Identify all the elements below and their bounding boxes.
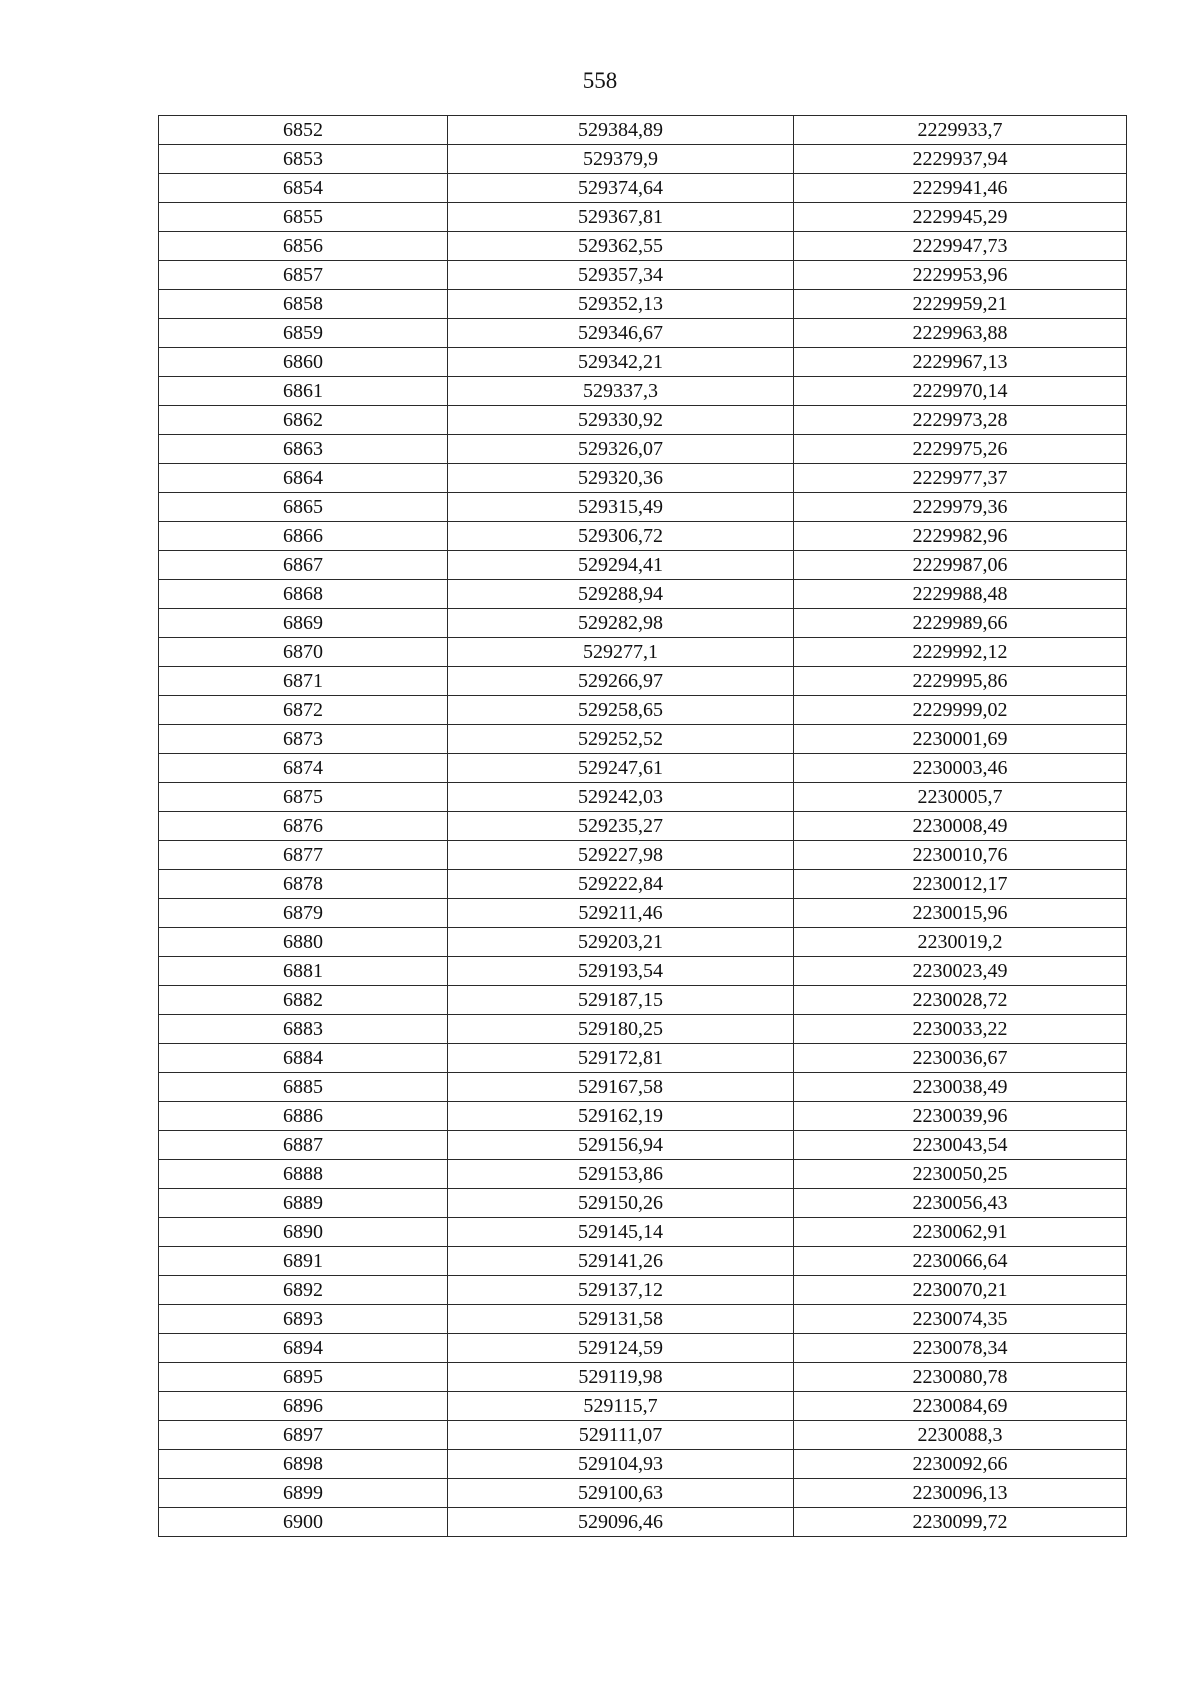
y-coordinate-cell: 2230038,49 <box>794 1073 1127 1102</box>
x-coordinate-cell: 529150,26 <box>448 1189 794 1218</box>
point-number-cell: 6860 <box>159 348 448 377</box>
y-coordinate-cell: 2229973,28 <box>794 406 1127 435</box>
y-coordinate-cell: 2230010,76 <box>794 841 1127 870</box>
point-number-cell: 6881 <box>159 957 448 986</box>
table-row <box>159 1218 1127 1247</box>
point-number-cell: 6894 <box>159 1334 448 1363</box>
y-coordinate-cell: 2230080,78 <box>794 1363 1127 1392</box>
table-row <box>159 551 1127 580</box>
y-coordinate-cell: 2229988,48 <box>794 580 1127 609</box>
point-number-cell: 6856 <box>159 232 448 261</box>
point-number-cell: 6875 <box>159 783 448 812</box>
y-coordinate-cell: 2230066,64 <box>794 1247 1127 1276</box>
y-coordinate-cell: 2230033,22 <box>794 1015 1127 1044</box>
point-number-cell: 6880 <box>159 928 448 957</box>
point-number-cell: 6886 <box>159 1102 448 1131</box>
y-coordinate-cell: 2230050,25 <box>794 1160 1127 1189</box>
table-row <box>159 638 1127 667</box>
x-coordinate-cell: 529203,21 <box>448 928 794 957</box>
point-number-cell: 6877 <box>159 841 448 870</box>
x-coordinate-cell: 529162,19 <box>448 1102 794 1131</box>
x-coordinate-cell: 529100,63 <box>448 1479 794 1508</box>
x-coordinate-cell: 529306,72 <box>448 522 794 551</box>
table-row <box>159 1305 1127 1334</box>
table-row <box>159 1276 1127 1305</box>
x-coordinate-cell: 529156,94 <box>448 1131 794 1160</box>
point-number-cell: 6888 <box>159 1160 448 1189</box>
table-row <box>159 493 1127 522</box>
x-coordinate-cell: 529346,67 <box>448 319 794 348</box>
y-coordinate-cell: 2229959,21 <box>794 290 1127 319</box>
table-row <box>159 435 1127 464</box>
table-row <box>159 1392 1127 1421</box>
x-coordinate-cell: 529193,54 <box>448 957 794 986</box>
y-coordinate-cell: 2230015,96 <box>794 899 1127 928</box>
y-coordinate-cell: 2229982,96 <box>794 522 1127 551</box>
point-number-cell: 6882 <box>159 986 448 1015</box>
x-coordinate-cell: 529374,64 <box>448 174 794 203</box>
point-number-cell: 6855 <box>159 203 448 232</box>
y-coordinate-cell: 2229967,13 <box>794 348 1127 377</box>
point-number-cell: 6864 <box>159 464 448 493</box>
y-coordinate-cell: 2230003,46 <box>794 754 1127 783</box>
table-row <box>159 1363 1127 1392</box>
table-row <box>159 1421 1127 1450</box>
x-coordinate-cell: 529104,93 <box>448 1450 794 1479</box>
y-coordinate-cell: 2230012,17 <box>794 870 1127 899</box>
table-row <box>159 290 1127 319</box>
table-row <box>159 406 1127 435</box>
y-coordinate-cell: 2229945,29 <box>794 203 1127 232</box>
y-coordinate-cell: 2229987,06 <box>794 551 1127 580</box>
table-row <box>159 116 1127 145</box>
point-number-cell: 6870 <box>159 638 448 667</box>
table-row <box>159 580 1127 609</box>
y-coordinate-cell: 2230062,91 <box>794 1218 1127 1247</box>
table-row <box>159 957 1127 986</box>
point-number-cell: 6891 <box>159 1247 448 1276</box>
x-coordinate-cell: 529330,92 <box>448 406 794 435</box>
point-number-cell: 6892 <box>159 1276 448 1305</box>
x-coordinate-cell: 529247,61 <box>448 754 794 783</box>
table-row <box>159 609 1127 638</box>
table-row <box>159 1015 1127 1044</box>
y-coordinate-cell: 2229989,66 <box>794 609 1127 638</box>
table-row <box>159 754 1127 783</box>
page-number: 558 <box>582 68 618 93</box>
table-row <box>159 783 1127 812</box>
y-coordinate-cell: 2230028,72 <box>794 986 1127 1015</box>
table-row <box>159 1102 1127 1131</box>
x-coordinate-cell: 529326,07 <box>448 435 794 464</box>
x-coordinate-cell: 529315,49 <box>448 493 794 522</box>
y-coordinate-cell: 2230001,69 <box>794 725 1127 754</box>
x-coordinate-cell: 529115,7 <box>448 1392 794 1421</box>
y-coordinate-cell: 2230056,43 <box>794 1189 1127 1218</box>
x-coordinate-cell: 529384,89 <box>448 116 794 145</box>
point-number-cell: 6878 <box>159 870 448 899</box>
point-number-cell: 6895 <box>159 1363 448 1392</box>
table-row <box>159 174 1127 203</box>
x-coordinate-cell: 529277,1 <box>448 638 794 667</box>
x-coordinate-cell: 529320,36 <box>448 464 794 493</box>
x-coordinate-cell: 529342,21 <box>448 348 794 377</box>
point-number-cell: 6884 <box>159 1044 448 1073</box>
y-coordinate-cell: 2229977,37 <box>794 464 1127 493</box>
y-coordinate-cell: 2230084,69 <box>794 1392 1127 1421</box>
y-coordinate-cell: 2229947,73 <box>794 232 1127 261</box>
point-number-cell: 6896 <box>159 1392 448 1421</box>
point-number-cell: 6871 <box>159 667 448 696</box>
y-coordinate-cell: 2230096,13 <box>794 1479 1127 1508</box>
point-number-cell: 6853 <box>159 145 448 174</box>
table-row <box>159 1044 1127 1073</box>
table-row <box>159 1508 1127 1537</box>
x-coordinate-cell: 529352,13 <box>448 290 794 319</box>
x-coordinate-cell: 529235,27 <box>448 812 794 841</box>
x-coordinate-cell: 529227,98 <box>448 841 794 870</box>
point-number-cell: 6897 <box>159 1421 448 1450</box>
point-number-cell: 6899 <box>159 1479 448 1508</box>
x-coordinate-cell: 529096,46 <box>448 1508 794 1537</box>
y-coordinate-cell: 2229933,7 <box>794 116 1127 145</box>
x-coordinate-cell: 529167,58 <box>448 1073 794 1102</box>
y-coordinate-cell: 2230019,2 <box>794 928 1127 957</box>
table-row <box>159 522 1127 551</box>
y-coordinate-cell: 2230023,49 <box>794 957 1127 986</box>
y-coordinate-cell: 2230008,49 <box>794 812 1127 841</box>
x-coordinate-cell: 529222,84 <box>448 870 794 899</box>
point-number-cell: 6879 <box>159 899 448 928</box>
table-row <box>159 725 1127 754</box>
x-coordinate-cell: 529172,81 <box>448 1044 794 1073</box>
x-coordinate-cell: 529141,26 <box>448 1247 794 1276</box>
table-row <box>159 145 1127 174</box>
x-coordinate-cell: 529294,41 <box>448 551 794 580</box>
y-coordinate-cell: 2230043,54 <box>794 1131 1127 1160</box>
table-row <box>159 986 1127 1015</box>
x-coordinate-cell: 529131,58 <box>448 1305 794 1334</box>
point-number-cell: 6857 <box>159 261 448 290</box>
y-coordinate-cell: 2229941,46 <box>794 174 1127 203</box>
y-coordinate-cell: 2230078,34 <box>794 1334 1127 1363</box>
table-row <box>159 1160 1127 1189</box>
table-row <box>159 1073 1127 1102</box>
point-number-cell: 6872 <box>159 696 448 725</box>
table-row <box>159 319 1127 348</box>
y-coordinate-cell: 2230074,35 <box>794 1305 1127 1334</box>
table-row <box>159 899 1127 928</box>
x-coordinate-cell: 529282,98 <box>448 609 794 638</box>
point-number-cell: 6866 <box>159 522 448 551</box>
table-row <box>159 348 1127 377</box>
point-number-cell: 6867 <box>159 551 448 580</box>
point-number-cell: 6900 <box>159 1508 448 1537</box>
point-number-cell: 6876 <box>159 812 448 841</box>
x-coordinate-cell: 529187,15 <box>448 986 794 1015</box>
table-row <box>159 464 1127 493</box>
y-coordinate-cell: 2230088,3 <box>794 1421 1127 1450</box>
table-row <box>159 928 1127 957</box>
y-coordinate-cell: 2229970,14 <box>794 377 1127 406</box>
x-coordinate-cell: 529137,12 <box>448 1276 794 1305</box>
table-row <box>159 1450 1127 1479</box>
y-coordinate-cell: 2229979,36 <box>794 493 1127 522</box>
table-row <box>159 870 1127 899</box>
table-row <box>159 203 1127 232</box>
table-row <box>159 1247 1127 1276</box>
y-coordinate-cell: 2229975,26 <box>794 435 1127 464</box>
table-row <box>159 841 1127 870</box>
y-coordinate-cell: 2229992,12 <box>794 638 1127 667</box>
y-coordinate-cell: 2229963,88 <box>794 319 1127 348</box>
x-coordinate-cell: 529258,65 <box>448 696 794 725</box>
point-number-cell: 6893 <box>159 1305 448 1334</box>
point-number-cell: 6868 <box>159 580 448 609</box>
x-coordinate-cell: 529379,9 <box>448 145 794 174</box>
table-row <box>159 1334 1127 1363</box>
x-coordinate-cell: 529211,46 <box>448 899 794 928</box>
point-number-cell: 6852 <box>159 116 448 145</box>
point-number-cell: 6854 <box>159 174 448 203</box>
table-row <box>159 377 1127 406</box>
point-number-cell: 6898 <box>159 1450 448 1479</box>
table-row <box>159 696 1127 725</box>
y-coordinate-cell: 2230092,66 <box>794 1450 1127 1479</box>
point-number-cell: 6885 <box>159 1073 448 1102</box>
x-coordinate-cell: 529288,94 <box>448 580 794 609</box>
point-number-cell: 6883 <box>159 1015 448 1044</box>
table-row <box>159 667 1127 696</box>
x-coordinate-cell: 529367,81 <box>448 203 794 232</box>
x-coordinate-cell: 529124,59 <box>448 1334 794 1363</box>
coordinates-table <box>158 115 1127 1537</box>
y-coordinate-cell: 2230039,96 <box>794 1102 1127 1131</box>
point-number-cell: 6862 <box>159 406 448 435</box>
table-row <box>159 1131 1127 1160</box>
y-coordinate-cell: 2230099,72 <box>794 1508 1127 1537</box>
point-number-cell: 6865 <box>159 493 448 522</box>
coordinates-table-body <box>159 116 1127 1537</box>
y-coordinate-cell: 2230005,7 <box>794 783 1127 812</box>
x-coordinate-cell: 529119,98 <box>448 1363 794 1392</box>
x-coordinate-cell: 529337,3 <box>448 377 794 406</box>
x-coordinate-cell: 529266,97 <box>448 667 794 696</box>
y-coordinate-cell: 2229937,94 <box>794 145 1127 174</box>
point-number-cell: 6859 <box>159 319 448 348</box>
table-row <box>159 1479 1127 1508</box>
x-coordinate-cell: 529242,03 <box>448 783 794 812</box>
point-number-cell: 6863 <box>159 435 448 464</box>
x-coordinate-cell: 529145,14 <box>448 1218 794 1247</box>
y-coordinate-cell: 2230036,67 <box>794 1044 1127 1073</box>
table-row <box>159 812 1127 841</box>
table-row <box>159 232 1127 261</box>
point-number-cell: 6858 <box>159 290 448 319</box>
table-row <box>159 261 1127 290</box>
y-coordinate-cell: 2229995,86 <box>794 667 1127 696</box>
x-coordinate-cell: 529153,86 <box>448 1160 794 1189</box>
point-number-cell: 6887 <box>159 1131 448 1160</box>
x-coordinate-cell: 529180,25 <box>448 1015 794 1044</box>
y-coordinate-cell: 2229999,02 <box>794 696 1127 725</box>
table-row <box>159 1189 1127 1218</box>
point-number-cell: 6873 <box>159 725 448 754</box>
x-coordinate-cell: 529111,07 <box>448 1421 794 1450</box>
point-number-cell: 6890 <box>159 1218 448 1247</box>
point-number-cell: 6861 <box>159 377 448 406</box>
point-number-cell: 6869 <box>159 609 448 638</box>
y-coordinate-cell: 2229953,96 <box>794 261 1127 290</box>
x-coordinate-cell: 529362,55 <box>448 232 794 261</box>
point-number-cell: 6874 <box>159 754 448 783</box>
point-number-cell: 6889 <box>159 1189 448 1218</box>
y-coordinate-cell: 2230070,21 <box>794 1276 1127 1305</box>
x-coordinate-cell: 529252,52 <box>448 725 794 754</box>
x-coordinate-cell: 529357,34 <box>448 261 794 290</box>
